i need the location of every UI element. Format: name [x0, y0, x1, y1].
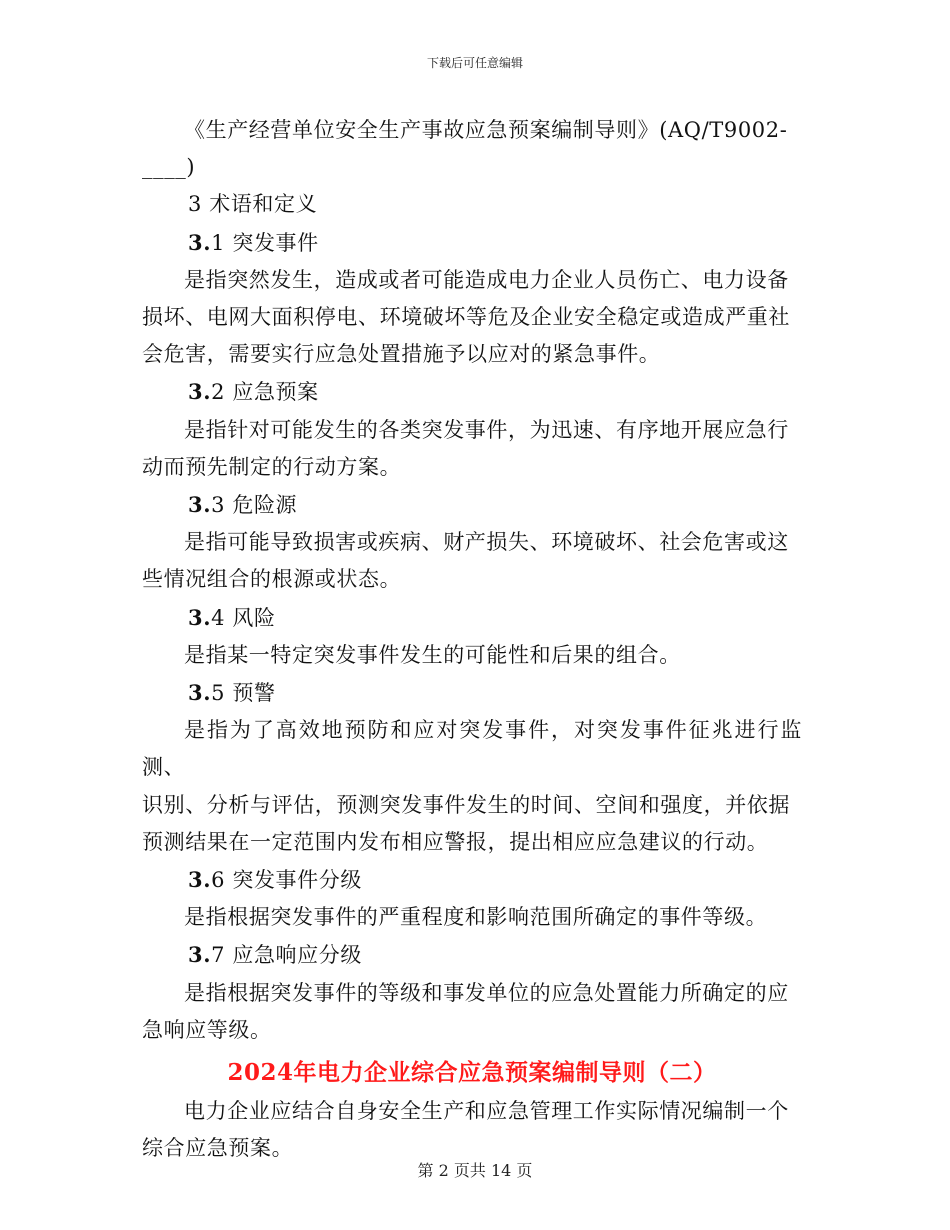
closing-paragraph-line: 综合应急预案。	[142, 1136, 294, 1161]
term-title: 6 突发事件分级	[211, 868, 362, 893]
term-definition-line: 动而预先制定的行动方案。	[142, 454, 402, 479]
term-block	[142, 599, 802, 674]
term-heading	[142, 599, 802, 637]
term-definition-line: 损坏、电网大面积停电、环境破坏等危及企业安全稳定或造成严重社	[142, 305, 790, 330]
term-title: 7 应急响应分级	[211, 943, 362, 968]
term-heading	[142, 861, 802, 899]
term-definition-line: 是指突然发生，造成或者可能造成电力企业人员伤亡、电力设备	[184, 267, 789, 292]
term-number: 3.	[188, 379, 212, 405]
term-definition-line: 是指某一特定突发事件发生的可能性和后果的组合。	[184, 642, 681, 667]
term-title: 3 危险源	[211, 493, 298, 518]
term-definition-line: 是指为了高效地预防和应对突发事件，对突发事件征兆进行监测、	[142, 718, 802, 780]
term-block	[142, 486, 802, 599]
term-number: 3.	[188, 604, 212, 630]
term-heading	[142, 486, 802, 524]
term-definition-line: 是指根据突发事件的等级和事发单位的应急处置能力所确定的应	[184, 980, 789, 1005]
term-number: 3.	[188, 492, 212, 518]
term-definition-line: 是指可能导致损害或疾病、财产损失、环境破坏、社会危害或这	[184, 530, 789, 555]
term-heading	[142, 936, 802, 974]
term-title: 2 应急预案	[211, 380, 319, 405]
term-definition-line: 些情况组合的根源或状态。	[142, 567, 402, 592]
closing-paragraph-line: 电力企业应结合自身安全生产和应急管理工作实际情况编制一个	[184, 1099, 789, 1124]
term-block	[142, 373, 802, 486]
term-block	[142, 224, 802, 374]
term-block	[142, 936, 802, 1049]
term-block	[142, 674, 802, 861]
page-header: 下载后可任意编辑	[426, 56, 523, 70]
term-block	[142, 861, 802, 936]
term-number: 3.	[188, 229, 212, 255]
page-footer: 第 2 页共 14 页	[417, 1161, 533, 1180]
term-definition-line: 会危害，需要实行应急处置措施予以应对的紧急事件。	[142, 342, 661, 367]
section-heading: 3 术语和定义	[188, 192, 318, 217]
term-heading	[142, 674, 802, 712]
term-number: 3.	[188, 942, 212, 968]
term-heading	[142, 224, 802, 262]
document-body	[142, 112, 802, 1167]
term-definition-line: 预测结果在一定范围内发布相应警报，提出相应应急建议的行动。	[142, 829, 769, 854]
term-definition-line: 识别、分析与评估，预测突发事件发生的时间、空间和强度，并依据	[142, 792, 790, 817]
term-heading	[142, 373, 802, 411]
term-definition-line: 是指根据突发事件的严重程度和影响范围所确定的事件等级。	[184, 905, 768, 930]
term-number: 3.	[188, 680, 212, 706]
term-definition-line: 是指针对可能发生的各类突发事件，为迅速、有序地开展应急行	[184, 417, 789, 442]
reference-line-cont: ____)	[142, 155, 196, 180]
term-definition-line: 急响应等级。	[142, 1017, 272, 1042]
term-title: 4 风险	[211, 605, 276, 630]
term-number: 3.	[188, 867, 212, 893]
term-title: 1 突发事件	[211, 230, 319, 255]
section-title: 2024年电力企业综合应急预案编制导则（二）	[227, 1059, 717, 1087]
term-title: 5 预警	[211, 681, 276, 706]
reference-line: 《生产经营单位安全生产事故应急预案编制导则》(AQ/T9002-	[184, 118, 788, 142]
